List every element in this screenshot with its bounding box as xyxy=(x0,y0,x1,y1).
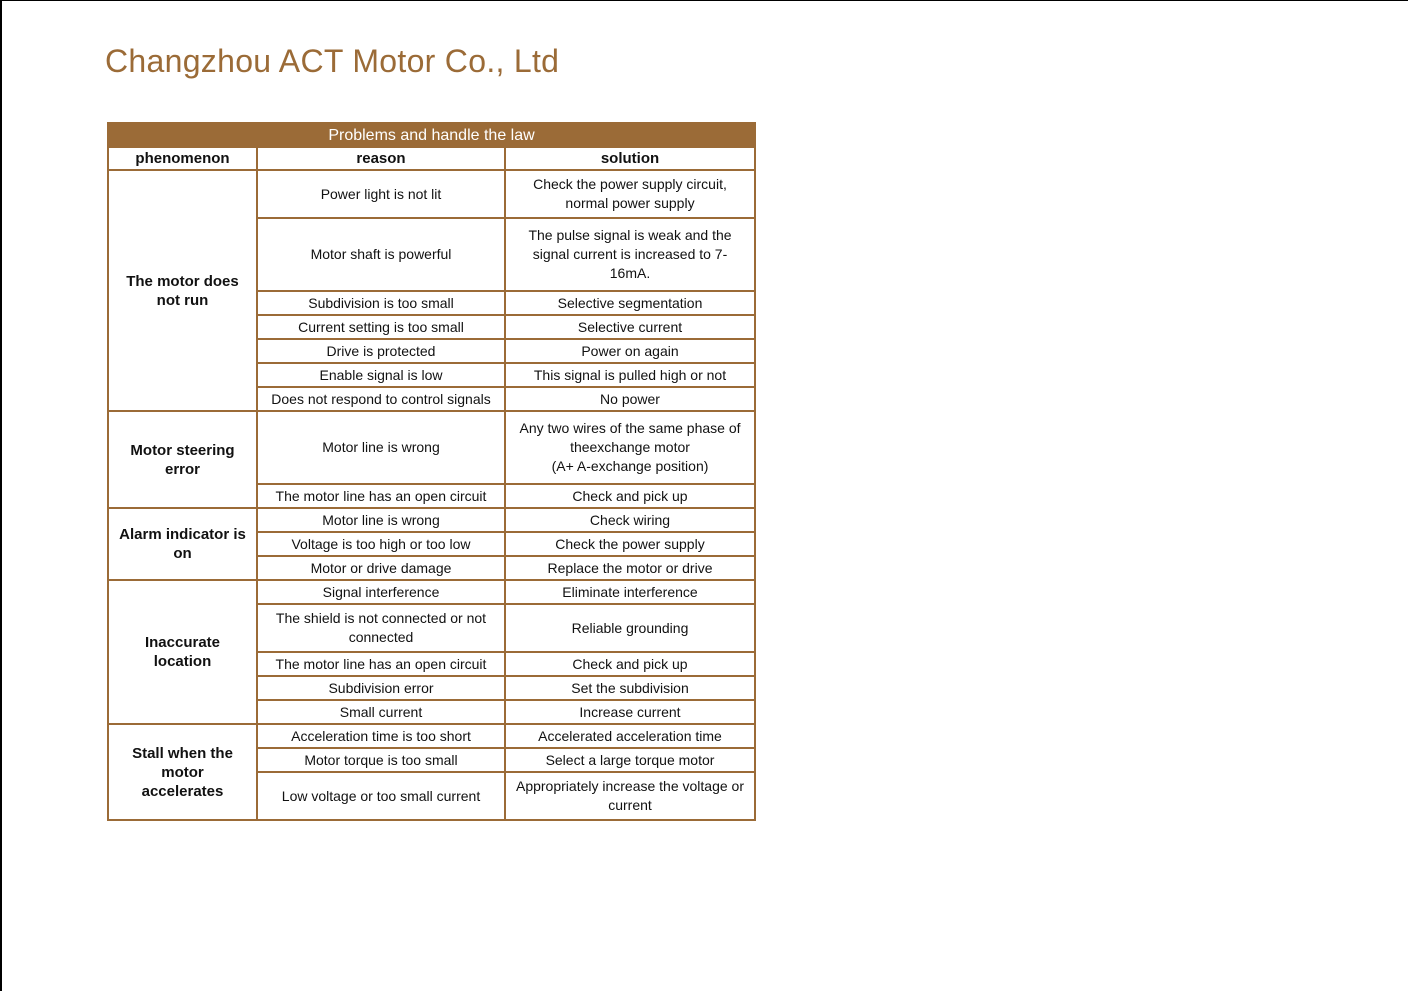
reason-cell: Does not respond to control signals xyxy=(257,387,505,411)
solution-cell: Selective current xyxy=(505,315,755,339)
reason-cell: Subdivision error xyxy=(257,676,505,700)
reason-cell: Motor line is wrong xyxy=(257,411,505,484)
reason-cell: Current setting is too small xyxy=(257,315,505,339)
solution-cell: Appropriately increase the voltage or current xyxy=(505,772,755,820)
reason-cell: The motor line has an open circuit xyxy=(257,652,505,676)
company-title: Changzhou ACT Motor Co., Ltd xyxy=(105,43,560,79)
solution-cell: Reliable grounding xyxy=(505,604,755,652)
reason-cell: Power light is not lit xyxy=(257,170,505,218)
reason-cell: Motor shaft is powerful xyxy=(257,218,505,291)
solution-cell: Select a large torque motor xyxy=(505,748,755,772)
troubleshooting-table xyxy=(107,122,756,821)
reason-cell: Motor or drive damage xyxy=(257,556,505,580)
reason-cell: Enable signal is low xyxy=(257,363,505,387)
table-row xyxy=(108,411,755,484)
solution-cell: This signal is pulled high or not xyxy=(505,363,755,387)
reason-cell: The motor line has an open circuit xyxy=(257,484,505,508)
table-caption-row xyxy=(108,123,755,147)
header-phenomenon: phenomenon xyxy=(108,147,257,170)
phenomenon-cell: The motor does not run xyxy=(108,170,257,411)
header-reason: reason xyxy=(257,147,505,170)
reason-cell: Low voltage or too small current xyxy=(257,772,505,820)
table-caption: Problems and handle the law xyxy=(108,123,755,147)
solution-cell: Check and pick up xyxy=(505,484,755,508)
reason-cell: The shield is not connected or not connected xyxy=(257,604,505,652)
phenomenon-cell: Stall when the motor accelerates xyxy=(108,724,257,820)
reason-cell: Small current xyxy=(257,700,505,724)
solution-cell: Accelerated acceleration time xyxy=(505,724,755,748)
reason-cell: Motor line is wrong xyxy=(257,508,505,532)
table-row xyxy=(108,724,755,748)
reason-cell: Voltage is too high or too low xyxy=(257,532,505,556)
phenomenon-cell: Motor steering error xyxy=(108,411,257,508)
reason-cell: Drive is protected xyxy=(257,339,505,363)
table-row xyxy=(108,580,755,604)
reason-cell: Subdivision is too small xyxy=(257,291,505,315)
solution-cell: Increase current xyxy=(505,700,755,724)
header-solution: solution xyxy=(505,147,755,170)
solution-cell: Any two wires of the same phase of theexchange motor (A+ A-exchange position) xyxy=(505,411,755,484)
solution-cell: Check the power supply xyxy=(505,532,755,556)
reason-cell: Motor torque is too small xyxy=(257,748,505,772)
table-row xyxy=(108,508,755,532)
solution-cell: Set the subdivision xyxy=(505,676,755,700)
solution-cell: The pulse signal is weak and the signal current is increased to 7-16mA. xyxy=(505,218,755,291)
solution-cell: Selective segmentation xyxy=(505,291,755,315)
reason-cell: Acceleration time is too short xyxy=(257,724,505,748)
solution-cell: No power xyxy=(505,387,755,411)
solution-cell: Check wiring xyxy=(505,508,755,532)
solution-cell: Check and pick up xyxy=(505,652,755,676)
phenomenon-cell: Inaccurate location xyxy=(108,580,257,724)
solution-cell: Eliminate interference xyxy=(505,580,755,604)
solution-cell: Replace the motor or drive xyxy=(505,556,755,580)
reason-cell: Signal interference xyxy=(257,580,505,604)
table-header-row xyxy=(108,147,755,170)
table-row xyxy=(108,170,755,218)
solution-cell: Power on again xyxy=(505,339,755,363)
phenomenon-cell: Alarm indicator is on xyxy=(108,508,257,580)
solution-cell: Check the power supply circuit, normal power supply xyxy=(505,170,755,218)
